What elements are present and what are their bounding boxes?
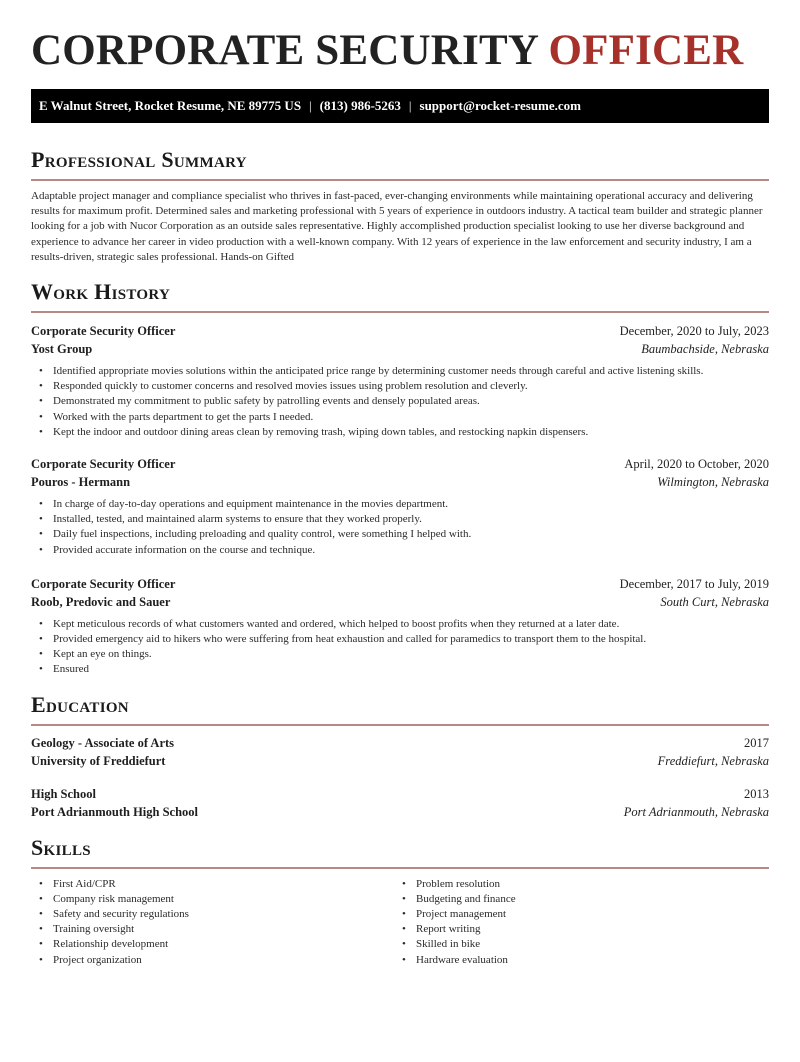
title-accent: OFFICER bbox=[548, 27, 744, 74]
skills-grid bbox=[31, 877, 769, 968]
school-name: Port Adrianmouth High School bbox=[31, 804, 199, 819]
education-entry bbox=[31, 785, 769, 821]
skill-item: • Project organization bbox=[39, 953, 394, 968]
school-location: Freddiefurt, Nebraska bbox=[657, 753, 769, 768]
resume-title bbox=[31, 27, 769, 75]
job-company: Pouros - Hermann bbox=[31, 475, 131, 490]
list-item: • Provided accurate information on the course and technique. bbox=[39, 543, 769, 558]
title-main: CORPORATE SECURITY bbox=[31, 27, 538, 74]
contact-separator: | bbox=[408, 98, 412, 113]
education-entry bbox=[31, 734, 769, 770]
degree: High School bbox=[31, 786, 96, 801]
job-title: Corporate Security Officer bbox=[31, 576, 176, 591]
section-divider bbox=[31, 724, 769, 726]
job-company: Roob, Predovic and Sauer bbox=[31, 594, 171, 609]
section-divider bbox=[31, 311, 769, 313]
job-bullets bbox=[31, 497, 769, 558]
section-heading: Professional Summary bbox=[31, 147, 247, 172]
school-name: University of Freddiefurt bbox=[31, 753, 166, 768]
skill-item: • Training oversight bbox=[39, 922, 394, 937]
list-item: • Ensured bbox=[39, 662, 769, 677]
job-dates: April, 2020 to October, 2020 bbox=[624, 457, 769, 472]
job-dates: December, 2020 to July, 2023 bbox=[619, 324, 769, 339]
graduation-year: 2013 bbox=[744, 786, 769, 801]
list-item: • Kept meticulous records of what customers wanted and ordered, which helped to boost profits when they returned at a later date. bbox=[39, 617, 769, 632]
skills-section bbox=[31, 835, 769, 968]
skill-item: • Budgeting and finance bbox=[402, 892, 757, 907]
job-title: Corporate Security Officer bbox=[31, 457, 176, 472]
job-location: Wilmington, Nebraska bbox=[657, 475, 769, 490]
degree: Geology - Associate of Arts bbox=[31, 735, 175, 750]
list-item: • Kept an eye on things. bbox=[39, 647, 769, 662]
contact-separator: | bbox=[309, 98, 312, 113]
section-heading: Education bbox=[31, 691, 129, 717]
job-location: Baumbachside, Nebraska bbox=[641, 342, 769, 357]
skill-item: • Report writing bbox=[402, 922, 757, 937]
list-item: • Identified appropriate movies solutions within the anticipated price range by determining customer needs through careful and active listening skills. bbox=[39, 364, 769, 379]
list-item: • Worked with the parts department to get the parts I needed. bbox=[39, 410, 769, 425]
skills-list-left bbox=[31, 877, 394, 968]
list-item: • Installed, tested, and maintained alarm systems to ensure that they worked properly. bbox=[39, 512, 769, 527]
section-divider bbox=[31, 179, 769, 181]
list-item: • Responded quickly to customer concerns and resolved movies issues using problem resolution and cleverly. bbox=[39, 379, 769, 394]
job-entry bbox=[31, 322, 769, 440]
contact-email: support@rocket-resume.com bbox=[419, 98, 581, 113]
skill-item: • Relationship development bbox=[39, 937, 394, 952]
skill-item: • Company risk management bbox=[39, 892, 394, 907]
skill-item: • Hardware evaluation bbox=[402, 953, 757, 968]
education-section bbox=[31, 692, 769, 821]
contact-address: E Walnut Street, Rocket Resume, NE 89775 US bbox=[39, 98, 302, 113]
summary-text: Adaptable project manager and compliance specialist who thrives in fast-paced, ever-changing environments while maintaining operational accuracy and delivering results for maximum profit. Determined sales and marketing professional with 5 years of experience in outdoors industry. A tactical team builder and strategic planner looking for a job with Nucor Corporation as an outside sales representative. Highly accomplished production specialist looking to use her diverse background and experience to advance her career in video production with a well-known company. With 12 years of experience in the law enforcement and security industry, I am a results-driven, strategic sales professional. Hands-on Gifted bbox=[31, 190, 763, 263]
skills-list-right bbox=[394, 877, 757, 968]
skill-item: • Safety and security regulations bbox=[39, 907, 394, 922]
contact-phone: (813) 986-5263 bbox=[319, 98, 401, 113]
job-company: Yost Group bbox=[31, 342, 93, 357]
job-entry bbox=[31, 455, 769, 558]
section-divider bbox=[31, 867, 769, 869]
list-item: • In charge of day-to-day operations and equipment maintenance in the movies department. bbox=[39, 497, 769, 512]
graduation-year: 2017 bbox=[744, 735, 769, 750]
section-heading: Work History bbox=[31, 279, 171, 305]
contact-bar bbox=[31, 89, 769, 123]
skill-item: • Skilled in bike bbox=[402, 937, 757, 952]
work-history-section bbox=[31, 279, 769, 678]
job-bullets bbox=[31, 364, 769, 440]
job-title: Corporate Security Officer bbox=[31, 324, 176, 339]
list-item: • Provided emergency aid to hikers who were suffering from heat exhaustion and called for paramedics to transport them to the hospital. bbox=[39, 632, 769, 647]
list-item: • Kept the indoor and outdoor dining areas clean by removing trash, wiping down tables, and restocking napkin dispensers. bbox=[39, 425, 769, 440]
job-entry bbox=[31, 575, 769, 678]
list-item: • Demonstrated my commitment to public safety by patrolling events and densely populated areas. bbox=[39, 394, 769, 409]
section-heading: Skills bbox=[31, 834, 91, 860]
skill-item: • Problem resolution bbox=[402, 877, 757, 892]
list-item: • Daily fuel inspections, including preloading and quality control, were something I helped with. bbox=[39, 527, 769, 542]
job-location: South Curt, Nebraska bbox=[660, 594, 769, 609]
resume-page bbox=[0, 27, 800, 968]
skill-item: • Project management bbox=[402, 907, 757, 922]
school-location: Port Adrianmouth, Nebraska bbox=[623, 804, 769, 819]
skill-item: • First Aid/CPR bbox=[39, 877, 394, 892]
job-dates: December, 2017 to July, 2019 bbox=[619, 576, 769, 591]
job-bullets bbox=[31, 617, 769, 678]
summary-section bbox=[31, 147, 769, 265]
